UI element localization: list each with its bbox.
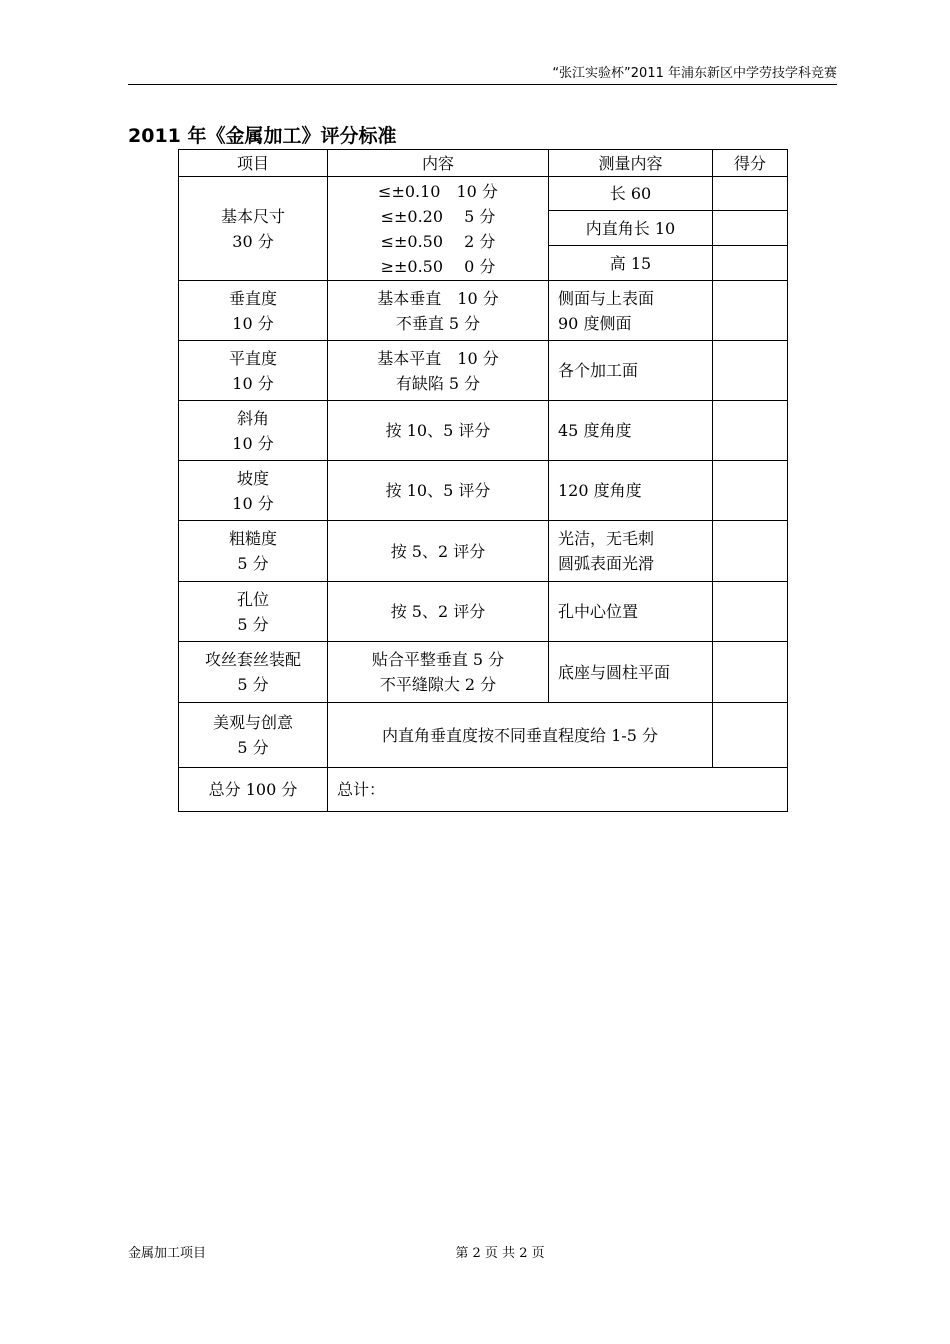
table-header-row: [179, 150, 788, 177]
item-cell: 基本尺寸 30 分: [179, 177, 328, 281]
measure-cell: 底座与圆柱平面: [549, 642, 713, 703]
page-header: “张江实验杯”2011 年浦东新区中学劳技学科竞赛: [552, 66, 837, 81]
measure-cell: 120 度角度: [549, 461, 713, 521]
score-cell[interactable]: [713, 246, 788, 281]
measure-cell: 各个加工面: [549, 341, 713, 401]
total-label: 总分 100 分: [179, 768, 328, 812]
score-cell[interactable]: [713, 642, 788, 703]
item-cell: 粗糙度 5 分: [179, 521, 328, 582]
content-cell: 基本平直 10 分 有缺陷 5 分: [328, 341, 549, 401]
column-header-measure: 测量内容: [549, 150, 713, 177]
measure-cell: 45 度角度: [549, 401, 713, 461]
measure-cell: 长 60: [549, 177, 713, 211]
score-cell[interactable]: [713, 401, 788, 461]
score-cell[interactable]: [713, 341, 788, 401]
total-row: [179, 768, 788, 812]
content-cell: 按 5、2 评分: [328, 521, 549, 582]
item-cell: 攻丝套丝装配 5 分: [179, 642, 328, 703]
measure-cell: 孔中心位置: [549, 582, 713, 642]
score-cell[interactable]: [713, 582, 788, 642]
footer-left: 金属加工项目: [128, 1246, 207, 1261]
item-cell: 孔位 5 分: [179, 582, 328, 642]
content-cell: 按 10、5 评分: [328, 461, 549, 521]
item-cell: 坡度 10 分: [179, 461, 328, 521]
measure-cell: 高 15: [549, 246, 713, 281]
score-cell[interactable]: [713, 281, 788, 341]
item-cell: 斜角 10 分: [179, 401, 328, 461]
score-cell[interactable]: [713, 211, 788, 246]
score-cell[interactable]: [713, 461, 788, 521]
item-cell: 平直度 10 分: [179, 341, 328, 401]
content-cell: 按 10、5 评分: [328, 401, 549, 461]
content-cell: 贴合平整垂直 5 分 不平缝隙大 2 分: [328, 642, 549, 703]
item-cell: 垂直度 10 分: [179, 281, 328, 341]
content-cell: 基本垂直 10 分 不垂直 5 分: [328, 281, 549, 341]
column-header-item: 项目: [179, 150, 328, 177]
scoring-table: [178, 149, 788, 812]
table-row: [179, 401, 788, 461]
measure-cell: 侧面与上表面 90 度侧面: [549, 281, 713, 341]
score-cell[interactable]: [713, 703, 788, 768]
content-cell: 内直角垂直度按不同垂直程度给 1-5 分: [328, 703, 713, 768]
measure-cell: 内直角长 10: [549, 211, 713, 246]
content-cell: ≤±0.10 10 分 ≤±0.20 5 分 ≤±0.50 2 分 ≥±0.50 0 分: [328, 177, 549, 281]
content-cell: 按 5、2 评分: [328, 582, 549, 642]
table-row: [179, 582, 788, 642]
table-row: [179, 521, 788, 582]
table-row: [179, 281, 788, 341]
page-number: 第 2 页 共 2 页: [455, 1246, 545, 1261]
item-cell: 美观与创意 5 分: [179, 703, 328, 768]
table-row: [179, 703, 788, 768]
document-title: 2011 年《金属加工》评分标准: [128, 125, 397, 147]
table-row: [179, 642, 788, 703]
score-cell[interactable]: [713, 177, 788, 211]
measure-cell: 光洁，无毛刺 圆弧表面光滑: [549, 521, 713, 582]
total-field[interactable]: 总计：: [328, 768, 788, 812]
score-cell[interactable]: [713, 521, 788, 582]
table-row: [179, 177, 788, 211]
table-row: [179, 461, 788, 521]
column-header-content: 内容: [328, 150, 549, 177]
header-rule: [128, 84, 837, 85]
column-header-score: 得分: [713, 150, 788, 177]
table-row: [179, 341, 788, 401]
